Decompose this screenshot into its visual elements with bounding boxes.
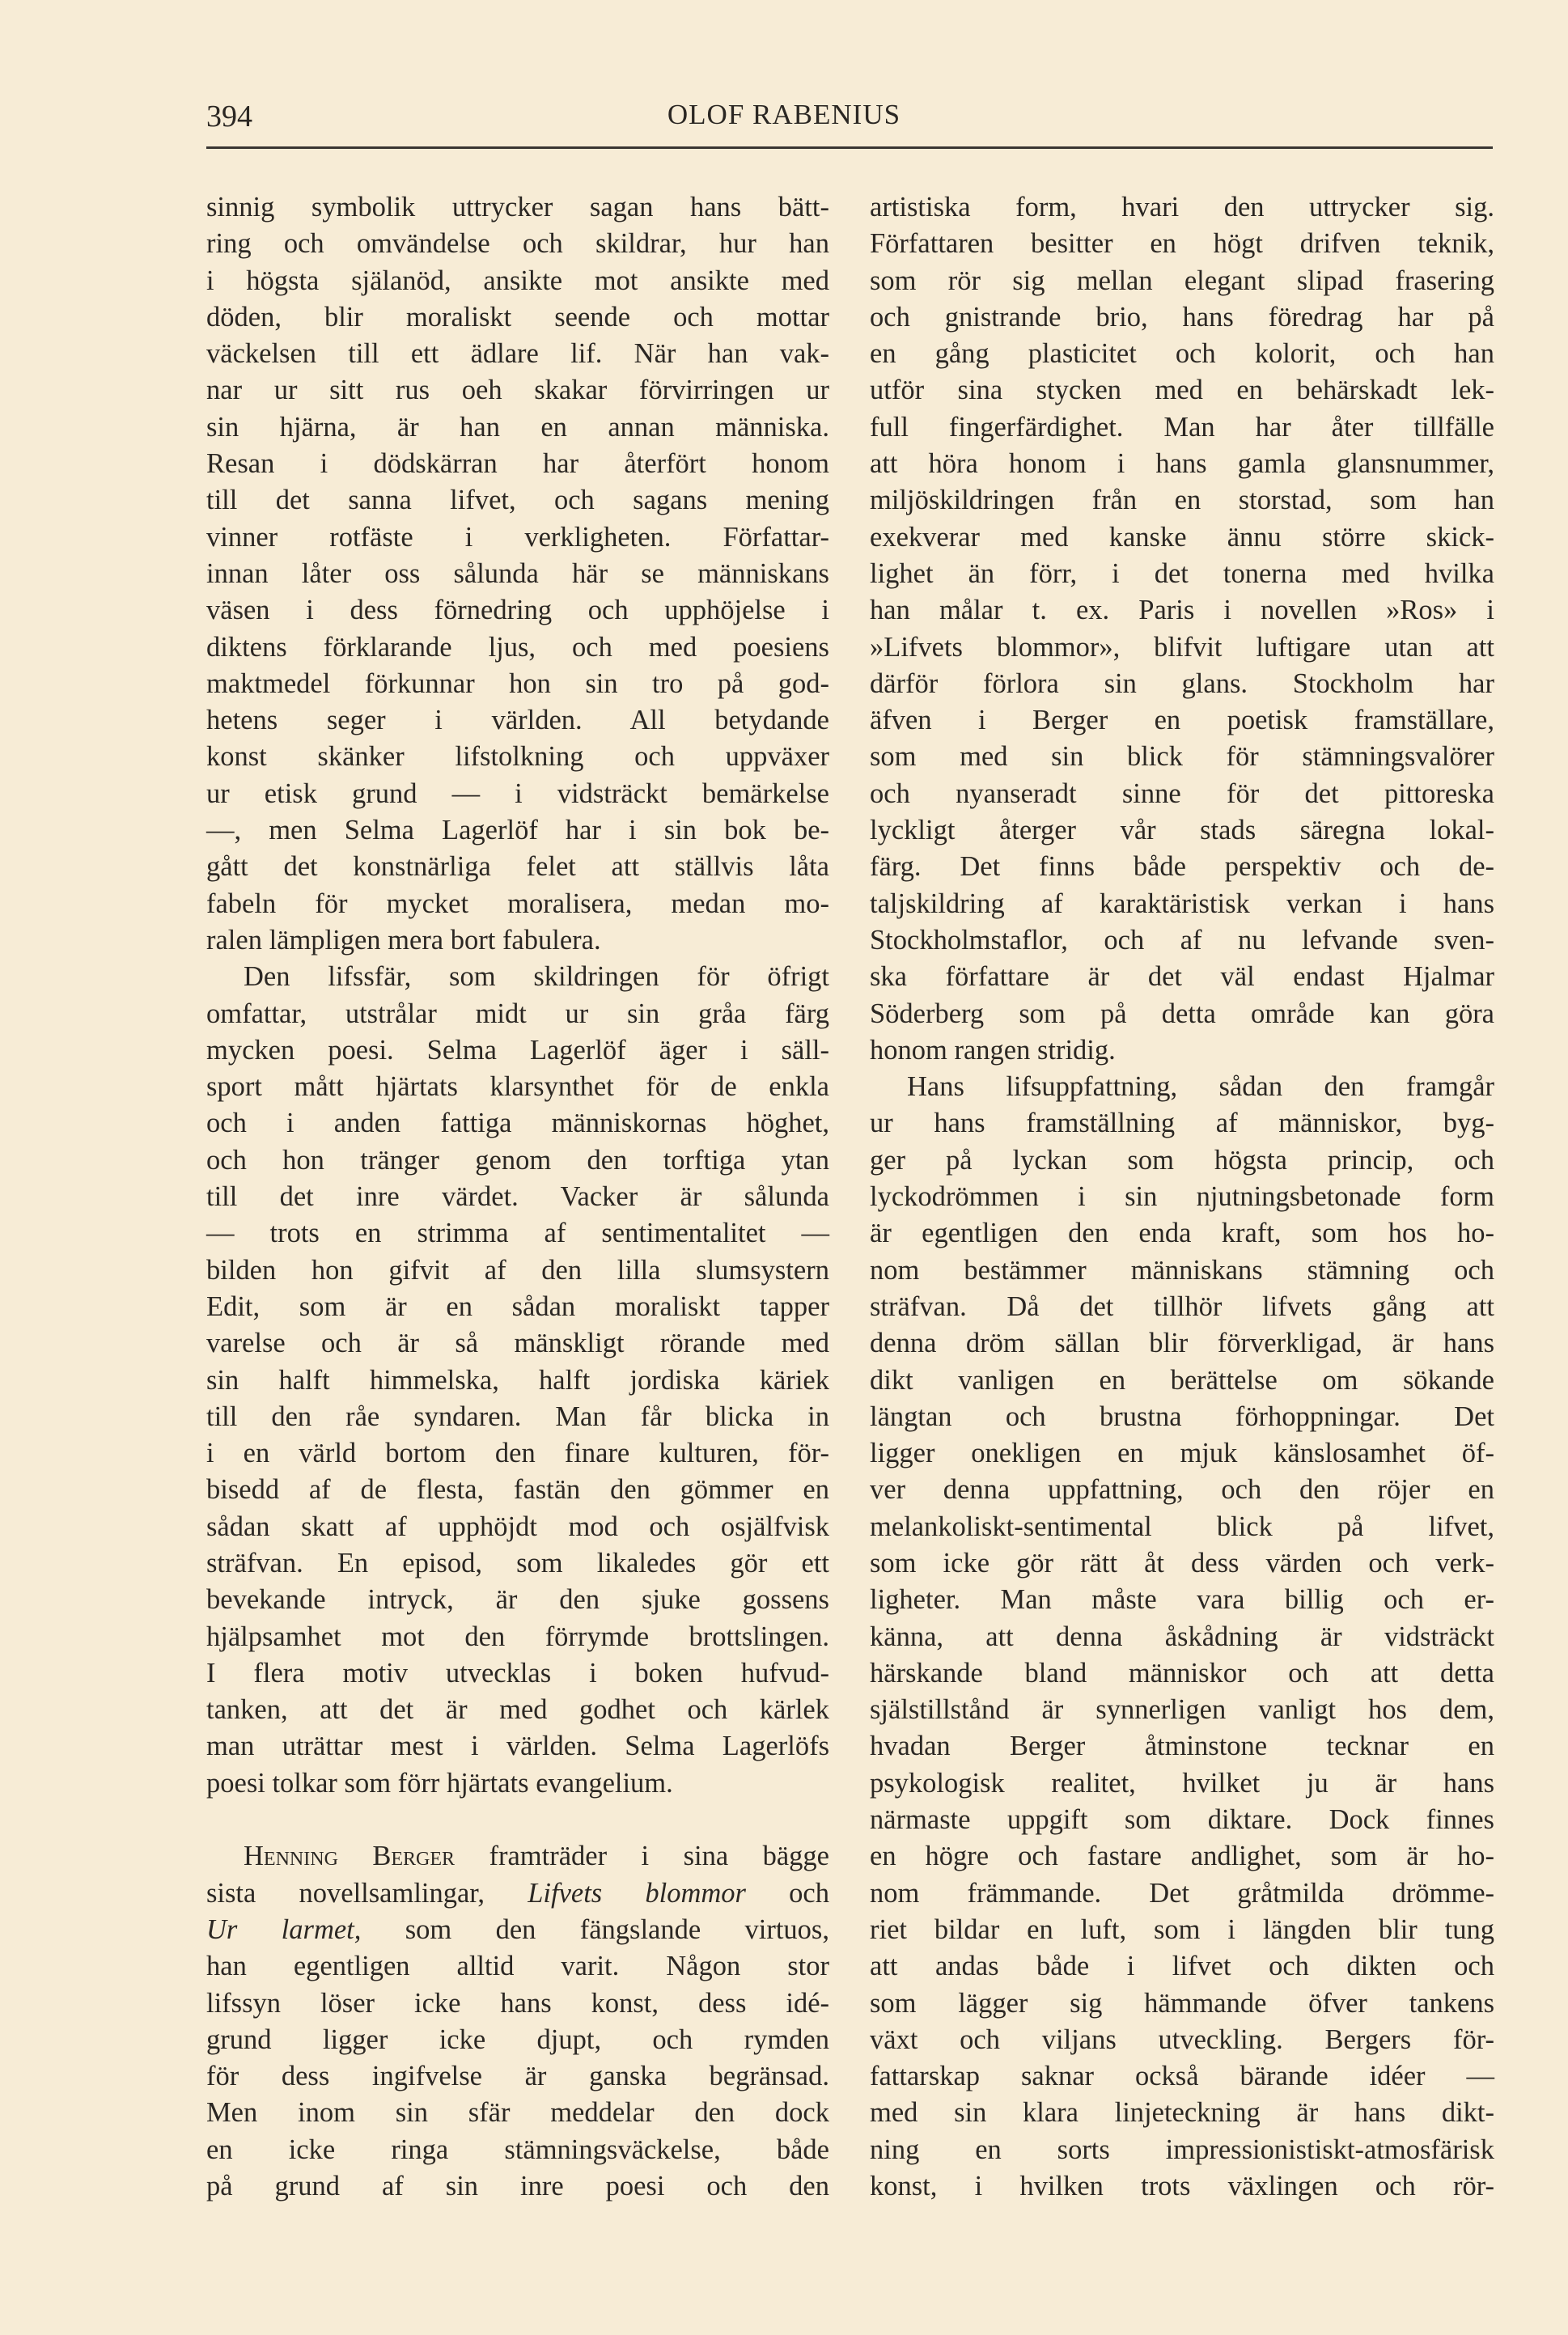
text-line: som rör sig mellan elegant slipad frasering [870, 265, 1494, 296]
text-line: artistiska form, hvari den uttrycker sig. [870, 192, 1494, 222]
text-line: bilden hon gifvit af den lilla slumsystern [206, 1254, 829, 1286]
text-line: att andas både i lifvet och dikten och [870, 1951, 1494, 1982]
text-line: växt och viljans utveckling. Bergers för- [870, 2024, 1494, 2055]
book-title: Ur larmet, [206, 1913, 362, 1945]
text-segment: och [745, 1877, 829, 1909]
text-line: med sin klara linjeteckning är hans dikt- [870, 2097, 1494, 2129]
text-line: därför förlora sin glans. Stockholm har [870, 667, 1494, 699]
text-line: bevekande intryck, är den sjuke gossens [206, 1584, 829, 1616]
text-line: maktmedel förkunnar hon sin tro på god- [206, 667, 829, 699]
text-line: lifssyn löser icke hans konst, dess idé- [206, 1987, 829, 2019]
text-line: för dess ingifvelse är ganska begränsad. [206, 2061, 829, 2092]
text-line: sport mått hjärtats klarsynthet för de enkla [206, 1071, 829, 1103]
text-line: tanken, att det är med godhet och kärlek [206, 1694, 829, 1726]
author-name: Henning Berger [244, 1841, 456, 1872]
text-line: väsen i dess förnedring och upphöjelse i [206, 595, 829, 626]
text-line: att höra honom i hans gamla glansnummer, [870, 448, 1494, 480]
text-line: på grund af sin inre poesi och den [206, 2171, 829, 2202]
text-line: honom rangen stridig. [870, 1034, 1116, 1066]
text-line: ning en sorts impressionistiskt-atmosfärisk [870, 2134, 1494, 2165]
text-line: en högre och fastare andlighet, som är ho- [870, 1841, 1494, 1872]
text-line: som med sin blick för stämningsvalörer [870, 741, 1494, 773]
text-line: ur etisk grund — i vidsträckt bemärkelse [206, 778, 829, 809]
text-line: sinnig symbolik uttrycker sagan hans bätt- [206, 192, 829, 222]
text-segment: sista novellsamlingar, [206, 1877, 528, 1909]
text-line: fattarskap saknar också bärande idéer — [870, 2061, 1494, 2092]
text-line [206, 1838, 829, 1875]
text-line: konst, i hvilken trots växlingen och rör- [870, 2171, 1494, 2202]
book-title: Lifvets blommor [528, 1877, 746, 1909]
text-line: melankoliskt-sentimental blick på lifvet, [870, 1511, 1494, 1542]
text-line: nom främmande. Det gråtmilda drömme- [870, 1877, 1494, 1909]
text-line: till den råe syndaren. Man får blicka in [206, 1401, 829, 1432]
text-line: äfven i Berger en poetisk framställare, [870, 705, 1494, 736]
text-line: ur hans framställning af människor, byg- [870, 1108, 1494, 1139]
text-line: känna, att denna åskådning är vidsträckt [870, 1621, 1494, 1652]
text-line: färg. Det finns både perspektiv och de- [870, 851, 1494, 883]
text-line: och i anden fattiga människornas höghet, [206, 1108, 829, 1139]
text-line: och nyanseradt sinne för det pittoreska [870, 778, 1494, 809]
text-line: bisedd af de flesta, fastän den gömmer en [206, 1474, 829, 1506]
text-line: Men inom sin sfär meddelar den dock [206, 2097, 829, 2129]
text-line: sträfvan. En episod, som likaledes gör ett [206, 1547, 829, 1579]
text-line: sträfvan. Då det tillhör lifvets gång att [870, 1290, 1494, 1322]
text-line: nom bestämmer människans stämning och [870, 1254, 1494, 1286]
text-line: en gång plasticitet och kolorit, och han [870, 338, 1494, 370]
text-line: nar ur sitt rus oeh skakar förvirringen ur [206, 375, 829, 406]
text-line: ralen lämpligen mera bort fabulera. [206, 924, 601, 956]
text-line: I flera motiv utvecklas i boken hufvud- [206, 1657, 829, 1689]
left-column [206, 189, 829, 2205]
text-line: döden, blir moraliskt seende och mottar [206, 301, 829, 333]
text-line: vinner rotfäste i verkligheten. Författar- [206, 521, 829, 553]
text-line [206, 1875, 829, 1912]
text-line: lighet än förr, i det tonerna med hvilka [870, 557, 1494, 589]
text-line [206, 1802, 829, 1838]
text-line: Resan i dödskärran har återfört honom [206, 448, 829, 480]
text-line: hvadan Berger åtminstone tecknar en [870, 1731, 1494, 1762]
text-line: — trots en strimma af sentimentalitet — [206, 1218, 829, 1249]
text-line: psykologisk realitet, hvilket ju är hans [870, 1767, 1494, 1799]
text-line: —, men Selma Lagerlöf har i sin bok be- [206, 815, 829, 846]
text-line: ger på lyckan som högsta princip, och [870, 1144, 1494, 1176]
header-rule [206, 146, 1493, 149]
text-line: ligheter. Man måste vara billig och er- [870, 1584, 1494, 1616]
text-line: konst skänker lifstolkning och uppväxer [206, 741, 829, 773]
text-line: riet bildar en luft, som i längden blir tung [870, 1913, 1494, 1945]
text-line: i en värld bortom den finare kulturen, för- [206, 1438, 829, 1469]
text-line: varelse och är så mänskligt rörande med [206, 1328, 829, 1359]
text-line: han målar t. ex. Paris i novellen »Ros» i [870, 595, 1494, 626]
text-line: denna dröm sällan blir förverkligad, är hans [870, 1328, 1494, 1359]
text-line: till det sanna lifvet, och sagans mening [206, 485, 829, 516]
text-line: sin hjärna, är han en annan människa. [206, 411, 829, 443]
text-line: ska författare är det väl endast Hjalmar [870, 961, 1494, 993]
text-line: exekverar med kanske ännu större skick- [870, 521, 1494, 553]
text-line: en icke ringa stämningsväckelse, både [206, 2134, 829, 2165]
text-segment: som den fängslande virtuos, [361, 1913, 829, 1945]
text-line: grund ligger icke djupt, och rymden [206, 2024, 829, 2055]
text-line: man uträttar mest i världen. Selma Lagerlöfs [206, 1731, 829, 1762]
text-line [206, 1912, 829, 1948]
text-line: som lägger sig hämmande öfver tankens [870, 1987, 1494, 2019]
text-line: dikt vanligen en berättelse om sökande [870, 1364, 1494, 1396]
text-line: i högsta själanöd, ansikte mot ansikte med [206, 265, 829, 296]
text-line: närmaste uppgift som diktare. Dock finnes [870, 1804, 1494, 1836]
text-line: Edit, som är en sådan moraliskt tapper [206, 1290, 829, 1322]
text-line: Författaren besitter en högt drifven teknik, [870, 228, 1494, 260]
text-line: mycken poesi. Selma Lagerlöf äger i säll- [206, 1034, 829, 1066]
text-line: själstillstånd är synnerligen vanligt hos dem, [870, 1694, 1494, 1726]
text-line: hjälpsamhet mot den förrymde brottslingen. [206, 1621, 829, 1652]
text-line: som icke gör rätt åt dess värden och verk- [870, 1547, 1494, 1579]
text-line: utför sina stycken med en behärskadt lek- [870, 375, 1494, 406]
text-segment: framträder i sina bägge [455, 1841, 829, 1872]
text-line: Stockholmstaflor, och af nu lefvande sven- [870, 924, 1494, 956]
text-line: Söderberg som på detta område kan göra [870, 998, 1494, 1029]
text-line: taljskildring af karaktäristisk verkan i hans [870, 888, 1494, 919]
text-line: hetens seger i världen. All betydande [206, 705, 829, 736]
text-line: »Lifvets blommor», blifvit luftigare utan att [870, 631, 1494, 663]
text-line: full fingerfärdighet. Man har åter tillfälle [870, 411, 1494, 443]
text-line: sin halft himmelska, halft jordiska käriek [206, 1364, 829, 1396]
text-line: Den lifssfär, som skildringen för öfrigt [244, 961, 829, 993]
text-line: lyckodrömmen i sin njutningsbetonade form [870, 1181, 1494, 1213]
text-line: diktens förklarande ljus, och med poesiens [206, 631, 829, 663]
text-line: Hans lifsuppfattning, sådan den framgår [907, 1071, 1494, 1103]
text-line: poesi tolkar som förr hjärtats evangelium. [206, 1767, 673, 1799]
text-line: omfattar, utstrålar midt ur sin gråa färg [206, 998, 829, 1029]
text-line: är egentligen den enda kraft, som hos ho- [870, 1218, 1494, 1249]
text-line: gått det konstnärliga felet att ställvis låta [206, 851, 829, 883]
text-line: fabeln för mycket moralisera, medan mo- [206, 888, 829, 919]
text-line: innan låter oss sålunda här se människans [206, 557, 829, 589]
text-line: och gnistrande brio, hans föredrag har på [870, 301, 1494, 333]
text-line: ligger onekligen en mjuk känslosamhet öf- [870, 1438, 1494, 1469]
text-line: och hon tränger genom den torftiga ytan [206, 1144, 829, 1176]
running-head: OLOF RABENIUS [667, 99, 901, 130]
page-number: 394 [206, 100, 252, 133]
text-line: lyckligt återger vår stads säregna lokal- [870, 815, 1494, 846]
text-line: han egentligen alltid varit. Någon stor [206, 1951, 829, 1982]
text-line: sådan skatt af upphöjdt mod och osjälfvisk [206, 1511, 829, 1542]
text-line: miljöskildringen från en storstad, som han [870, 485, 1494, 516]
text-line: ver denna uppfattning, och den röjer en [870, 1474, 1494, 1506]
text-line: väckelsen till ett ädlare lif. När han vak- [206, 338, 829, 370]
text-line: till det inre värdet. Vacker är sålunda [206, 1181, 829, 1213]
text-line: längtan och brustna förhoppningar. Det [870, 1401, 1494, 1432]
right-column [870, 189, 1494, 2205]
text-line: härskande bland människor och att detta [870, 1657, 1494, 1689]
text-line: ring och omvändelse och skildrar, hur han [206, 228, 829, 260]
